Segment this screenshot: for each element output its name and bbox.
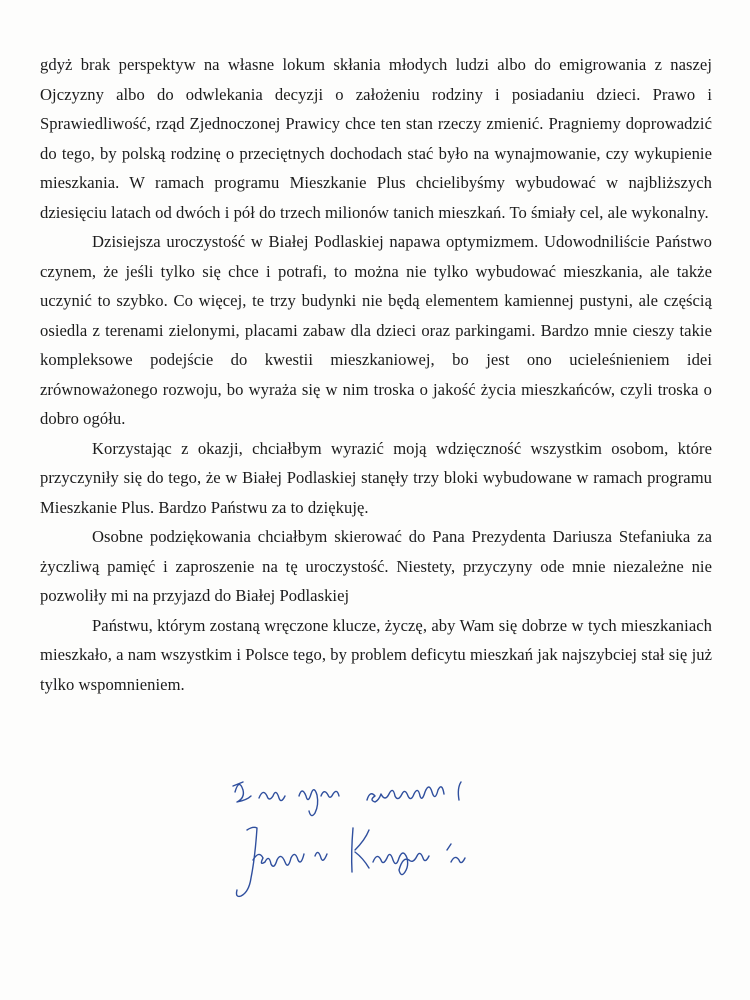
name-stroke-7 xyxy=(373,853,429,875)
closing-stroke-5 xyxy=(321,791,339,797)
name-stroke-9 xyxy=(451,857,465,862)
closing-stroke-3 xyxy=(259,792,285,800)
paragraph-2: Dzisiejsza uroczystość w Białej Podlaskiej napawa optymizmem. Udowodniliście Państwo czynem, że jeśli tylko się chce i potrafi, to można nie tylko wybudować mieszkania, ale także uczynić to szybko. Co więcej, te trzy budynki nie będą elementem kamiennej pustyni, ale częścią osiedla z terenami zielonymi, placami zabaw dla dzieci oraz parkingami. Bardzo mnie cieszy takie kompleksowe podejście do kwestii mieszkaniowej, bo jest ono ucieleśnieniem idei zrównoważonego rozwoju, bo wyraża się w nim troska o jakość życia mieszkańców, czyli troska o dobro ogółu. xyxy=(40,232,712,428)
name-stroke-2 xyxy=(253,854,304,866)
letter-body xyxy=(40,50,712,699)
name-stroke-1 xyxy=(237,827,258,896)
closing-stroke-1 xyxy=(235,784,251,802)
paragraph-5: Państwu, którym zostaną wręczone klucze, życzę, aby Wam się dobrze w tych mieszkaniach mieszkało, a nam wszystkim i Polsce tego, by problem deficytu mieszkań jak najszybciej stał się już tylko wspomnieniem. xyxy=(40,615,712,694)
closing-stroke-4 xyxy=(299,790,318,816)
name-stroke-5 xyxy=(355,830,369,850)
paragraph-1: gdyż brak perspektyw na własne lokum skłania młodych ludzi albo do emigrowania z naszej Ojczyzny albo do odwlekania decyzji o założeniu rodziny i posiadaniu dzieci. Prawo i Sprawiedliwość, rząd Zjednoczonej Prawicy chce ten stan rzeczy zmienić. Pragniemy doprowadzić do tego, by polską rodzinę o przeciętnych dochodach stać było na wynajmowanie, czy wykupienie mieszkania. W ramach programu Mieszkanie Plus chcielibyśmy wybudować w najbliższych dziesięciu latach od dwóch i pół do trzech milionów tanich mieszkań. To śmiały cel, ale wykonalny. xyxy=(40,55,712,222)
name-stroke-4 xyxy=(352,828,353,872)
signature-strokes xyxy=(233,782,465,896)
signature-drawing xyxy=(225,770,485,930)
name-stroke-6 xyxy=(355,852,369,868)
closing-stroke-6 xyxy=(367,787,444,802)
name-stroke-8 xyxy=(447,844,451,850)
paragraph-4: Osobne podziękowania chciałbym skierować do Pana Prezydenta Dariusza Stefaniuka za życzliwą pamięć i zaproszenie na tę uroczystość. Niestety, przyczyny ode mnie niezależne nie pozwoliły mi na przyjazd do Białej Podlaskiej xyxy=(40,527,712,605)
closing-stroke-7 xyxy=(458,782,461,800)
paragraph-3: Korzystając z okazji, chciałbym wyrazić moją wdzięczność wszystkim osobom, które przyczyniły się do tego, że w Białej Podlaskiej stanęły trzy bloki wybudowane w ramach programu Mieszkanie Plus. Bardzo Państwu za to dziękuję. xyxy=(40,438,712,517)
handwritten-signature xyxy=(225,770,485,930)
name-stroke-3 xyxy=(315,852,327,860)
